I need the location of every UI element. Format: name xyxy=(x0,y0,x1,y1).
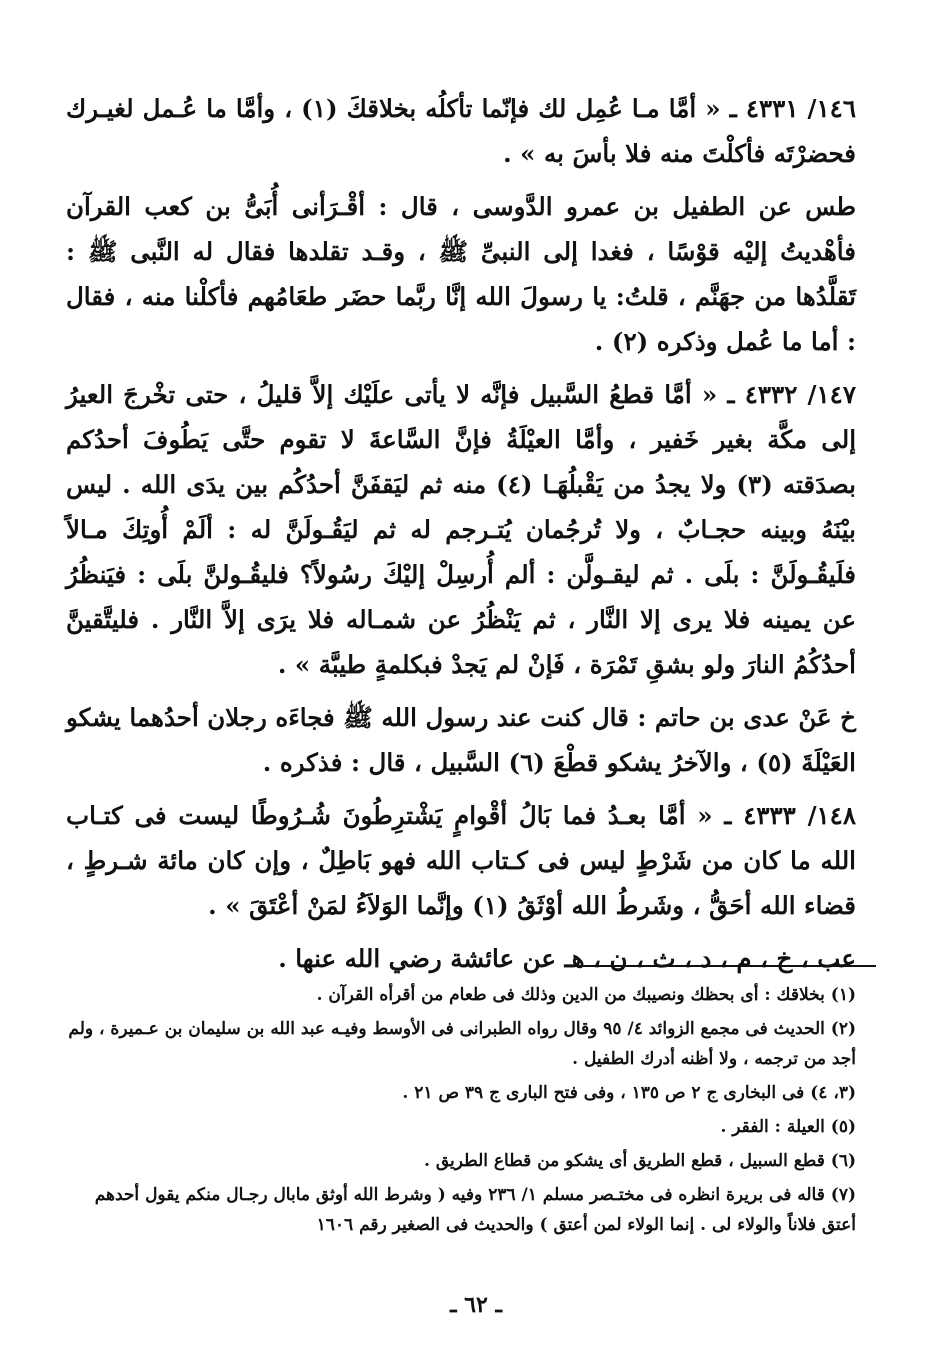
footnotes xyxy=(66,980,856,1244)
footnote-2: (٢) الحديث فى مجمع الزوائد ٤/ ٩٥ وقال رواه الطبرانى فى الأوسط وفيـه عبد الله بن سليمان بن عـميرة ، ولم أجد من ترجمه ، ولا أظنه أدرك الطفيل . xyxy=(68,1019,856,1069)
footnote-6: (٦) قطع السبيل ، قطع الطريق أى يشكو من قطاع الطريق . xyxy=(424,1151,856,1171)
hadith-4332-source: خ عَنْ عدى بن حاتم : قال كنت عند رسول الله ﷺ فجاءَه رجلان أحدُهما يشكو العَيْلَةَ (٥) ، والآخرُ يشكو قطْعَ (٦) السَّبيل ، قال : فذكره . xyxy=(66,703,856,777)
page-number: ـ ٦٢ ـ xyxy=(450,1292,502,1318)
hadith-4331-source: طس عن الطفيل بن عمرو الدَّوسى ، قال : أقْـرَأنى أُبَىُّ بن كعب القرآن فأهْديتُ إليْه قوْسًا ، فغدا إلى النبىِّ ﷺ ، وقـد تقلدها فقال له النَّبى ﷺ : تَقلَّدُها من جهَنَّم ، قلتُ: يا رسولَ الله إنَّا ربَّما حضَر طعَامُهم فأكلْنا منه ، فقال : أما ما عُمل وذكره (٢) . xyxy=(66,192,856,356)
footnote-3-4: (٣، ٤) فى البخارى ج ٢ ص ١٣٥ ، وفى فتح البارى ج ٣٩ ص ٢١ . xyxy=(402,1083,856,1103)
hadith-4331: ١٤٦/ ٤٣٣١ ـ « أمَّا مـا عُمِل لك فإنّما تأكلُه بخلاقكَ (١) ، وأمَّا ما عُـمل لغيـرك فحضرْتَه فأكلْتَ منه فلا بأسَ به » . xyxy=(66,94,856,168)
footnote-7: (٧) قاله فى بريرة انظره فى مختـصر مسلم ١/ ٢٣٦ وفيه ( وشرط الله أوثق مابال رجـال منكم يقول أحدهم أعتق فلاناً والولاء لى . إنما الولاء لمن أعتق ) والحديث فى الصغير رقم ١٦٠٦ xyxy=(94,1185,856,1235)
footnote-divider xyxy=(570,965,876,967)
hadith-4333-source: عب ، خ ، م ، د ، ث ، ن ، هـ عن عائشة رضي الله عنها . xyxy=(278,944,856,973)
main-text xyxy=(66,86,856,989)
hadith-4333: ١٤٨/ ٤٣٣٣ ـ « أمَّا بعـدُ فما بَالُ أقْوامٍ يَشْترِطُونَ شُـرُوطًا ليست فى كتـاب الله ما كان من شَرْطٍ ليس فى كـتاب الله فهو بَاطِلٌ ، وإن كان مائة شـرطٍ ، قضاء الله أحَقُّ ، وشَرطُ الله أوْثَقُ (١) وإنَّما الوَلاَءُ لمَنْ أعْتَقَ » . xyxy=(66,801,856,920)
hadith-4332: ١٤٧/ ٤٣٣٢ ـ « أمَّا قطعُ السَّبيل فإنَّه لا يأتى علَيْك إلاَّ قليلُ ، حتى تخْرجَ العيرُ إلى مكَّة بغير خَفير ، وأمَّا العيْلَةُ فإنَّ السَّاعةَ لا تقوم حتَّى يَطُوفَ أحدُكم بصدَقته (٣) ولا يجدُ من يَقْبلُهَـا (٤) منه ثم ليَقفَنَّ أحدُكُم بين يدَى الله . ليس بيْنَهُ وبينه حجـابٌ ، ولا تُرجُمان يُتـرجم له ثم ليَقُـولَنَّ له : ألَمْ أُوتِكَ مـالاً فلَيقُـولَنَّ : بلَى . ثم ليقـولَّن : ألم أُرسِلْ إليْكَ رسُولاً؟ فليقُـولنَّ بلَى : فيَنظُرُ عن يمينه فلا يرى إلا النَّار ، ثم يَنْظُرُ عن شمـاله فلا يرَى إلاَّ النَّار . فليتَّقينَّ أحدُكُمُ النارَ ولو بشقِ تَمْرَة ، فَإنْ لم يَجدْ فبكلمةٍ طيبَّة » . xyxy=(66,380,856,679)
footnote-5: (٥) العيلة : الفقر . xyxy=(720,1117,856,1137)
footnote-1: (١) بخلاقك : أى بحظك ونصيبك من الدين وذلك فى طعام من أقرأه القرآن . xyxy=(316,985,856,1005)
